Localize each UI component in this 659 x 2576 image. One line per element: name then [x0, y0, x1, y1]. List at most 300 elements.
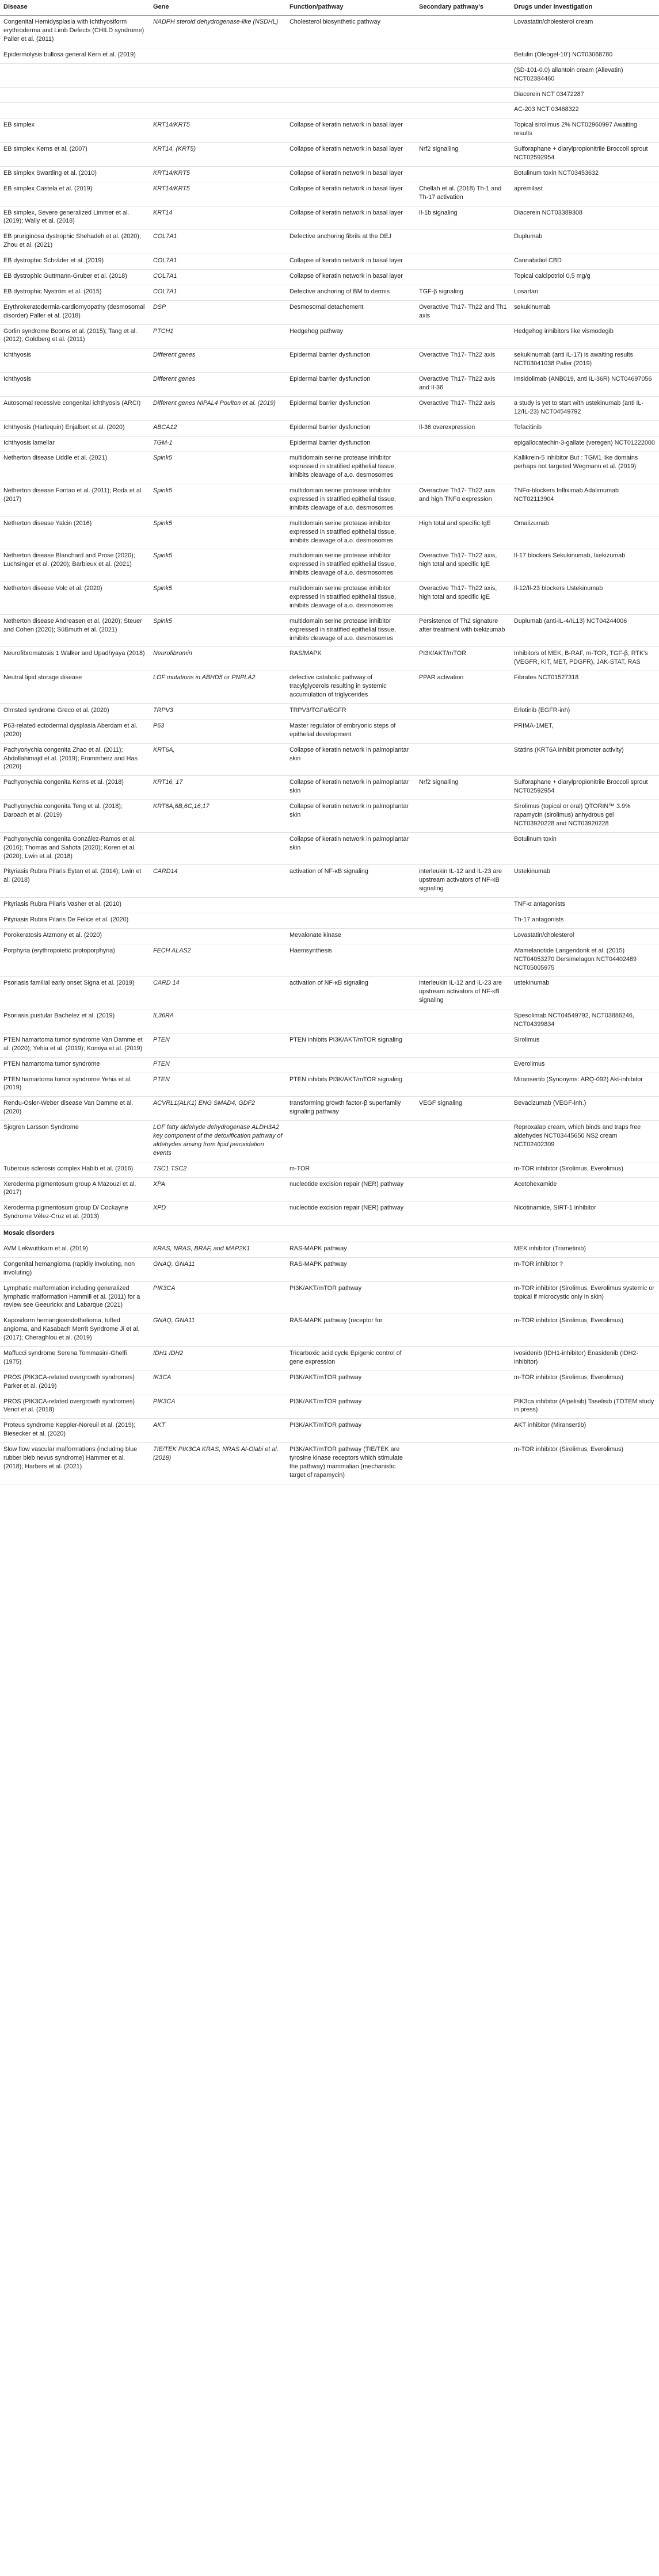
function-cell: nucleotide excision repair (NER) pathway — [286, 1201, 416, 1226]
function-cell: Collapse of keratin network in basal layer — [286, 206, 416, 230]
secondary-pathway-cell — [416, 1371, 511, 1395]
table-row — [0, 118, 659, 143]
disease-cell: Netherton disease Blanchard and Prose (2020); Luchsinger et al. (2020); Barbieux et al. (2021) — [0, 549, 150, 582]
function-cell: RAS-MAPK pathway — [286, 1242, 416, 1258]
table-row — [0, 87, 659, 103]
disease-cell: Ichthyosis — [0, 373, 150, 397]
secondary-pathway-cell: Overactive Th17- Th22 axis, high total and specific IgE — [416, 549, 511, 582]
drugs-cell: Il-17 blockers Sekukinumab, Ixekizumab — [511, 549, 659, 582]
gene-cell — [150, 832, 286, 865]
table-row — [0, 614, 659, 647]
column-header-function-pathway: Function/pathway — [286, 0, 416, 16]
function-cell: activation of NF-κB signaling — [286, 865, 416, 898]
gene-cell: KRT6A,6B,6C,16,17 — [150, 800, 286, 833]
disease-cell: Netherton disease Volc et al. (2020) — [0, 582, 150, 615]
table-row — [0, 944, 659, 977]
secondary-pathway-cell: Overactive Th17- Th22 axis — [416, 349, 511, 373]
secondary-pathway-cell: Overactive Th17- Th22 axis and Il-36 — [416, 373, 511, 397]
function-cell: Master regulator of embryonic steps of epithelial development — [286, 719, 416, 743]
disease-cell: Psoriasis familial early onset Signa et al. (2019) — [0, 977, 150, 1009]
function-cell: Haemsynthesis — [286, 944, 416, 977]
drugs-cell: Afamelanotide Langendonk et al. (2015) NCT04053270 Dersimelagon NCT04402489 NCT05005975 — [511, 944, 659, 977]
secondary-pathway-cell — [416, 451, 511, 484]
gene-cell — [150, 928, 286, 944]
table-row — [0, 898, 659, 913]
drugs-cell: Tofacitinib — [511, 420, 659, 436]
function-cell: PTEN inhibits PI3K/AKT/mTOR signaling — [286, 1033, 416, 1057]
table-row — [0, 1033, 659, 1057]
function-cell: Hedgehog pathway — [286, 324, 416, 349]
secondary-pathway-cell: Chellah et al. (2018) Th-1 and Th-17 activation — [416, 182, 511, 206]
secondary-pathway-cell — [416, 166, 511, 182]
drugs-cell: Fibrates NCT01527318 — [511, 671, 659, 704]
gene-cell: KRT14, (KRT5) — [150, 143, 286, 167]
table-row — [0, 928, 659, 944]
secondary-pathway-cell: Nrf2 signalling — [416, 776, 511, 800]
table-row — [0, 269, 659, 285]
gene-cell: XPD — [150, 1201, 286, 1226]
function-cell: activation of NF-κB signaling — [286, 977, 416, 1009]
function-cell: TRPV3/TGFα/EGFR — [286, 703, 416, 719]
secondary-pathway-cell — [416, 1257, 511, 1281]
disease-cell: Olmsted syndrome Greco et al. (2020) — [0, 703, 150, 719]
gene-cell: KRT14/KRT5 — [150, 118, 286, 143]
table-row — [0, 776, 659, 800]
secondary-pathway-cell: Overactive Th17- Th22 axis, high total and specific IgE — [416, 582, 511, 615]
secondary-pathway-cell — [416, 230, 511, 254]
function-cell: Collapse of keratin network in basal layer — [286, 118, 416, 143]
disease-cell: Epidermolysis bullosa general Kern et al. (2019) — [0, 48, 150, 63]
table-row — [0, 63, 659, 87]
disease-cell: Gorlin syndrome Booms et al. (2015); Tang et al. (2012); Goldberg et al. (2011) — [0, 324, 150, 349]
function-cell: defective catabolic pathway of tracylglycerols resulting in systemic accumulation of triglycerides — [286, 671, 416, 704]
gene-cell: KRT14/KRT5 — [150, 166, 286, 182]
secondary-pathway-cell — [416, 944, 511, 977]
table-row — [0, 1177, 659, 1201]
table-row — [0, 671, 659, 704]
column-header-disease: Disease — [0, 0, 150, 16]
function-cell: PI3K/AKT/mTOR pathway — [286, 1281, 416, 1314]
gene-cell: COL7A1 — [150, 285, 286, 300]
disease-cell: Autosomal recessive congenital ichthyosis (ARCI) — [0, 396, 150, 420]
gene-cell: ABCA12 — [150, 420, 286, 436]
gene-cell: Neurofibromin — [150, 647, 286, 671]
disease-cell: Ichthyosis lamellar — [0, 436, 150, 451]
secondary-pathway-cell — [416, 1177, 511, 1201]
disease-cell: Pityriasis Rubra Pilaris Eytan et al. (2014); Lwin et al. (2018) — [0, 865, 150, 898]
drugs-cell: Il-12/Il-23 blockers Ustekinumab — [511, 582, 659, 615]
gene-cell: PTEN — [150, 1033, 286, 1057]
drugs-cell: Kallikrein-5 inhibitor But : TGM1 like domains perhaps not targeted Wegmann et al. (2019) — [511, 451, 659, 484]
gene-cell: NADPH steroid dehydrogenase-like (NSDHL) — [150, 16, 286, 48]
function-cell: Defective anchoring fibrils at the DEJ — [286, 230, 416, 254]
table-row — [0, 166, 659, 182]
secondary-pathway-cell: Nrf2 signalling — [416, 143, 511, 167]
secondary-pathway-cell — [416, 1057, 511, 1073]
disease-cell: EB simplex Swartling et al. (2010) — [0, 166, 150, 182]
table-row — [0, 436, 659, 451]
disease-cell: Pachyonychia congenita Teng et al. (2018); Daroach et al. (2019) — [0, 800, 150, 833]
table-row — [0, 1443, 659, 1484]
disease-cell: PROS (PIK3CA-related overgrowth syndromes) Venot et al. (2018) — [0, 1395, 150, 1419]
drugs-cell: AC-203 NCT 03468322 — [511, 103, 659, 118]
drugs-cell: Topical sirolimus 2% NCT02960997 Awaiting results — [511, 118, 659, 143]
table-row — [0, 1314, 659, 1347]
drugs-cell: Statins (KRT6A inhibit promoter activity) — [511, 743, 659, 776]
table-row — [0, 743, 659, 776]
drugs-cell: m-TOR inhibitor (Sirolimus, Everolimus) — [511, 1443, 659, 1484]
disease-cell: Neurofibromatosis 1 Walker and Upadhyaya (2018) — [0, 647, 150, 671]
disease-cell: Maffucci syndrome Serena Tommasini-Ghelfi (1975) — [0, 1347, 150, 1371]
table-row — [0, 16, 659, 48]
secondary-pathway-cell — [416, 1419, 511, 1443]
function-cell: PTEN inhibits PI3K/AKT/mTOR signaling — [286, 1073, 416, 1097]
secondary-pathway-cell — [416, 1443, 511, 1484]
table-row — [0, 143, 659, 167]
disease-cell: Porphyria (erythropoietic protoporphyria) — [0, 944, 150, 977]
function-cell: multidomain serine protease inhibitor expressed in stratified epithelial tissue, inhibits cleavage of a.o. desmosomes — [286, 484, 416, 517]
secondary-pathway-cell — [416, 118, 511, 143]
table-row — [0, 1281, 659, 1314]
header-row — [0, 0, 659, 16]
disease-cell: Psoriasis pustular Bachelez et al. (2019) — [0, 1009, 150, 1034]
drugs-cell: Botulinum toxin — [511, 832, 659, 865]
secondary-pathway-cell — [416, 928, 511, 944]
drugs-cell: Bevacizumab (VEGF-inh.) — [511, 1097, 659, 1121]
function-cell: multidomain serine protease inhibitor expressed in stratified epithelial tissue, inhibits cleavage of a.o. desmosomes — [286, 451, 416, 484]
drugs-cell: m-TOR inhibitor (Sirolimus, Everolimus systemic or topical if microcystic only in skin) — [511, 1281, 659, 1314]
disease-cell: PTEN hamartoma tumor syndrome Van Damme et al. (2020); Yehia et al. (2019); Komiya et al. (2019) — [0, 1033, 150, 1057]
secondary-pathway-cell — [416, 254, 511, 270]
table-row — [0, 1201, 659, 1226]
table-row — [0, 230, 659, 254]
drugs-cell: Botulinum toxin NCT03453632 — [511, 166, 659, 182]
gene-cell: PIK3CA — [150, 1395, 286, 1419]
drugs-cell: apremilast — [511, 182, 659, 206]
function-cell — [286, 103, 416, 118]
table-row — [0, 800, 659, 833]
function-cell: Epidermal barrier dysfunction — [286, 436, 416, 451]
disease-cell: EB dystrophic Nyström et al. (2015) — [0, 285, 150, 300]
table-row — [0, 396, 659, 420]
drugs-cell: MEK inhibitor (Trametinib) — [511, 1242, 659, 1258]
gene-cell: KRT14/KRT5 — [150, 182, 286, 206]
drugs-cell: Cannabidiol CBD — [511, 254, 659, 270]
table-row — [0, 977, 659, 1009]
drugs-cell: Lovastatin/cholesterol — [511, 928, 659, 944]
gene-cell: AKT — [150, 1419, 286, 1443]
table-row — [0, 254, 659, 270]
secondary-pathway-cell — [416, 1347, 511, 1371]
secondary-pathway-cell — [416, 1033, 511, 1057]
function-cell: nucleotide excision repair (NER) pathway — [286, 1177, 416, 1201]
function-cell — [286, 63, 416, 87]
function-cell: Defective anchoring of BM to dermis — [286, 285, 416, 300]
disease-cell: Slow flow vascular malformations (including blue rubber bleb nevus syndrome) Hammer et al. (2018); Harbers et al. (2021) — [0, 1443, 150, 1484]
secondary-pathway-cell — [416, 1073, 511, 1097]
secondary-pathway-cell — [416, 1121, 511, 1162]
gene-cell: Spink5 — [150, 549, 286, 582]
gene-cell: CARD14 — [150, 865, 286, 898]
drugs-cell: m-TOR inhibitor (Sirolimus, Everolimus) — [511, 1314, 659, 1347]
drugs-cell: Spesolimab NCT04549792, NCT03886246, NCT04399834 — [511, 1009, 659, 1034]
drugs-cell: Losartan — [511, 285, 659, 300]
secondary-pathway-cell: Il-36 overexpression — [416, 420, 511, 436]
table-header — [0, 0, 659, 16]
drugs-cell: ustekinumab — [511, 977, 659, 1009]
drugs-cell: Duplumab (anti-IL-4/IL13) NCT04244006 — [511, 614, 659, 647]
function-cell: RAS-MAPK pathway (receptor for — [286, 1314, 416, 1347]
drugs-cell: Th-17 antagonists — [511, 913, 659, 928]
function-cell: PI3K/AKT/mTOR pathway — [286, 1371, 416, 1395]
secondary-pathway-cell: TGF-β signaling — [416, 285, 511, 300]
disease-cell: Lymphatic malformation including generalized lymphatic malformation Hammill et al. (2011) for a review see Geeurickx and Labarque (2021) — [0, 1281, 150, 1314]
drugs-cell: sekukinumab (anti IL-17) is awaiting results NCT03041038 Paller (2019) — [511, 349, 659, 373]
table-row — [0, 913, 659, 928]
section-row — [0, 1226, 659, 1242]
gene-cell: PIK3CA — [150, 1281, 286, 1314]
drugs-cell: (SD-101-0.0) allantoin cream (Allevatin) NCT02384460 — [511, 63, 659, 87]
function-cell — [286, 1057, 416, 1073]
function-cell: Collapse of keratin network in basal layer — [286, 166, 416, 182]
gene-cell: Different genes — [150, 373, 286, 397]
secondary-pathway-cell — [416, 898, 511, 913]
drugs-cell: imsidolimab (ANB019, anti IL-36R) NCT04697056 — [511, 373, 659, 397]
table-row — [0, 1419, 659, 1443]
gene-cell: COL7A1 — [150, 254, 286, 270]
function-cell: RAS-MAPK pathway — [286, 1257, 416, 1281]
drugs-cell: Ustekinumab — [511, 865, 659, 898]
disease-cell: Sjogren Larsson Syndrome — [0, 1121, 150, 1162]
function-cell: Epidermal barrier dysfunction — [286, 349, 416, 373]
function-cell: Desmosomal detachement — [286, 300, 416, 324]
gene-cell: CARD 14 — [150, 977, 286, 1009]
disease-cell: Pachyonychia congenita Zhao et al. (2011); Abdollahimajd et al. (2019); Frommherz and Has (2020) — [0, 743, 150, 776]
gene-cell: IL36RA — [150, 1009, 286, 1034]
secondary-pathway-cell — [416, 1314, 511, 1347]
table-row — [0, 549, 659, 582]
secondary-pathway-cell — [416, 1281, 511, 1314]
function-cell — [286, 898, 416, 913]
disease-cell — [0, 87, 150, 103]
column-header-gene: Gene — [150, 0, 286, 16]
secondary-pathway-cell — [416, 63, 511, 87]
disease-cell: Congenital Hemidysplasia with Ichthyosiform erythroderma and Limb Defects (CHILD syndrome) Paller et al. (2011) — [0, 16, 150, 48]
function-cell — [286, 1121, 416, 1162]
table-row — [0, 324, 659, 349]
table-row — [0, 1257, 659, 1281]
gene-cell: LOF mutations in ABHD5 or PNPLA2 — [150, 671, 286, 704]
function-cell: multidomain serine protease inhibitor expressed in stratified epithelial tissue, inhibits cleavage of a.o. desmosomes — [286, 516, 416, 549]
disease-cell: Erythrokeratodermia-cardiomyopathy (desmosomal disorder) Paller et al. (2018) — [0, 300, 150, 324]
function-cell: Epidermal barrier dysfunction — [286, 396, 416, 420]
table-row — [0, 48, 659, 63]
function-cell: RAS/MAPK — [286, 647, 416, 671]
gene-cell: Different genes NIPAL4 Poulton et al. (2019) — [150, 396, 286, 420]
secondary-pathway-cell — [416, 703, 511, 719]
gene-cell: Spink5 — [150, 451, 286, 484]
disease-cell: AVM Lekwuttikarn et al. (2019) — [0, 1242, 150, 1258]
drugs-cell: Sirolimus (topical or oral) QTORIN™ 3.9% rapamycin (sirolimus) anhydrous gel NCT03920228 and NCT03920228 — [511, 800, 659, 833]
function-cell — [286, 87, 416, 103]
gene-cell: IDH1 IDH2 — [150, 1347, 286, 1371]
secondary-pathway-cell — [416, 1162, 511, 1177]
secondary-pathway-cell — [416, 103, 511, 118]
gene-cell: GNAQ, GNA11 — [150, 1257, 286, 1281]
table-row — [0, 1371, 659, 1395]
function-cell: Collapse of keratin network in palmoplantar skin — [286, 776, 416, 800]
secondary-pathway-cell: Persistence of Th2 signature after treatment with ixekizumab — [416, 614, 511, 647]
drugs-cell: sekukinumab — [511, 300, 659, 324]
drugs-cell: Sulforaphane + diarylpropionitrile Broccoli sprout NCT02592954 — [511, 143, 659, 167]
gene-cell — [150, 87, 286, 103]
gene-cell: PTCH1 — [150, 324, 286, 349]
secondary-pathway-cell — [416, 1395, 511, 1419]
gene-cell: Spink5 — [150, 516, 286, 549]
table-row — [0, 832, 659, 865]
drugs-cell: Duplumab — [511, 230, 659, 254]
secondary-pathway-cell: Overactive Th17- Th22 and Th1 axis — [416, 300, 511, 324]
drugs-cell: Sirolimus — [511, 1033, 659, 1057]
table-row — [0, 1009, 659, 1034]
function-cell: Collapse of keratin network in basal layer — [286, 182, 416, 206]
disease-cell: Xeroderma pigmentosum group A Mazouzi et al. (2017) — [0, 1177, 150, 1201]
drugs-cell: Sulforaphane + diarylpropionitrile Broccoli sprout NCT02592954 — [511, 776, 659, 800]
disease-cell: Pityriasis Rubra Pilaris De Felice et al. (2020) — [0, 913, 150, 928]
gene-cell — [150, 103, 286, 118]
function-cell: Collapse of keratin network in palmoplantar skin — [286, 743, 416, 776]
secondary-pathway-cell — [416, 913, 511, 928]
table-row — [0, 373, 659, 397]
function-cell: multidomain serine protease inhibitor expressed in stratified epithelial tissue, inhibits cleavage of a.o. desmosomes — [286, 582, 416, 615]
drugs-cell: Omalizumab — [511, 516, 659, 549]
gene-cell: FECH ALAS2 — [150, 944, 286, 977]
function-cell: Collapse of keratin network in basal layer — [286, 269, 416, 285]
drugs-cell: Ivosidenib (IDH1-inhibitor) Enasidenib (IDH2-inhibitor) — [511, 1347, 659, 1371]
drugs-cell: Miransertib (Synonyms: ARQ-092) Akt-inhibitor — [511, 1073, 659, 1097]
secondary-pathway-cell — [416, 1009, 511, 1034]
drugs-cell: TNF-α antagonists — [511, 898, 659, 913]
disease-cell: Pachyonychia congenita Kerns et al. (2018) — [0, 776, 150, 800]
function-cell: PI3K/AKT/mTOR pathway (TIE/TEK are tyrosine kinase receptors which stimulate the pathway) mammalian (mechanistic target of rapamycin) — [286, 1443, 416, 1484]
secondary-pathway-cell: Overactive Th17- Th22 axis — [416, 396, 511, 420]
function-cell — [286, 1009, 416, 1034]
function-cell: transforming growth factor-β superfamily signaling pathway — [286, 1097, 416, 1121]
gene-cell: TIE/TEK PIK3CA KRAS, NRAS Al-Olabi et al. (2018) — [150, 1443, 286, 1484]
disease-cell: PROS (PIK3CA-related overgrowth syndromes) Parker et al. (2019) — [0, 1371, 150, 1395]
secondary-pathway-cell: interleukin IL-12 and IL-23 are upstream activators of NF-κB signaling — [416, 865, 511, 898]
gene-cell: TSC1 TSC2 — [150, 1162, 286, 1177]
disease-cell — [0, 103, 150, 118]
disease-cell: Neutral lipid storage disease — [0, 671, 150, 704]
secondary-pathway-cell — [416, 324, 511, 349]
function-cell: PI3K/AKT/mTOR pathway — [286, 1395, 416, 1419]
table-row — [0, 1242, 659, 1258]
disease-cell: Pityriasis Rubra Pilaris Vasher et al. (2010) — [0, 898, 150, 913]
gene-cell: KRT14 — [150, 206, 286, 230]
secondary-pathway-cell — [416, 16, 511, 48]
drugs-cell: m-TOR inhibitor (Sirolimus, Everolimus) — [511, 1162, 659, 1177]
function-cell: Collapse of keratin network in basal layer — [286, 254, 416, 270]
table-row — [0, 1121, 659, 1162]
drugs-cell: Topical calcipotriol 0,5 mg/g — [511, 269, 659, 285]
gene-cell: PTEN — [150, 1057, 286, 1073]
gene-cell: TRPV3 — [150, 703, 286, 719]
secondary-pathway-cell — [416, 832, 511, 865]
drugs-cell: Erlotinib (EGFR-inh) — [511, 703, 659, 719]
gene-cell — [150, 913, 286, 928]
function-cell: Collapse of keratin network in palmoplantar skin — [286, 800, 416, 833]
table-row — [0, 1347, 659, 1371]
table-row — [0, 420, 659, 436]
table-row — [0, 865, 659, 898]
gene-cell: XPA — [150, 1177, 286, 1201]
table-body — [0, 16, 659, 1484]
gene-cell: IK3CA — [150, 1371, 286, 1395]
table-row — [0, 349, 659, 373]
table-row — [0, 719, 659, 743]
column-header-secondary-pathways: Secondary pathway's — [416, 0, 511, 16]
section-heading: Mosaic disorders — [0, 1226, 659, 1242]
table-row — [0, 206, 659, 230]
disease-cell: Pachyonychia congenita González-Ramos et al. (2016); Thomas and Sahota (2020); Koren et al. (2020); Lwin et al. (2018) — [0, 832, 150, 865]
table-row — [0, 484, 659, 517]
secondary-pathway-cell — [416, 719, 511, 743]
disease-cell: Ichthyosis — [0, 349, 150, 373]
drugs-cell: PRIMA-1MET, — [511, 719, 659, 743]
disease-cell: EB simplex Kerns et al. (2007) — [0, 143, 150, 167]
disease-cell: Netherton disease Yalcin (2016) — [0, 516, 150, 549]
table-row — [0, 1097, 659, 1121]
secondary-pathway-cell — [416, 87, 511, 103]
drugs-cell: m-TOR inhibitor (Sirolimus, Everolimus) — [511, 1371, 659, 1395]
drugs-cell: a study is yet to start with ustekinumab (anti IL-12/IL-23) NCT04549792 — [511, 396, 659, 420]
table-row — [0, 582, 659, 615]
function-cell: m-TOR — [286, 1162, 416, 1177]
secondary-pathway-cell: PPAR activation — [416, 671, 511, 704]
drugs-cell: Everolimus — [511, 1057, 659, 1073]
disease-cell: EB simplex — [0, 118, 150, 143]
drugs-cell: Betulin (Oleogel-10') NCT03068780 — [511, 48, 659, 63]
function-cell — [286, 913, 416, 928]
disease-cell: Proteus syndrome Keppler-Noreuil et al. (2019); Biesecker et al. (2020) — [0, 1419, 150, 1443]
gene-cell — [150, 898, 286, 913]
drugs-cell: m-TOR inhibitor ? — [511, 1257, 659, 1281]
disease-cell: EB simplex Castela et al. (2019) — [0, 182, 150, 206]
gene-cell: ACVRL1(ALK1) ENG SMAD4, GDF2 — [150, 1097, 286, 1121]
secondary-pathway-cell: High total and specific IgE — [416, 516, 511, 549]
drugs-cell: Lovastatin/cholesterol cream — [511, 16, 659, 48]
gene-cell: Spink5 — [150, 614, 286, 647]
function-cell: Epidermal barrier dysfunction — [286, 420, 416, 436]
disease-cell: Porokeratosis Atzmony et al. (2020) — [0, 928, 150, 944]
gene-cell: LOF fatty aldehyde dehydrogenase ALDH3A2 key component of the detoxification pathway of aldehydes arising from lipid peroxidation events — [150, 1121, 286, 1162]
drugs-cell: TNFα-blockers Infliximab Adalimumab NCT02113904 — [511, 484, 659, 517]
drugs-cell: epigallocatechin-3-gallate (veregen) NCT01222000 — [511, 436, 659, 451]
secondary-pathway-cell: Il-1b signaling — [416, 206, 511, 230]
secondary-pathway-cell — [416, 1201, 511, 1226]
gene-cell: Spink5 — [150, 484, 286, 517]
disease-cell: Kaposiform hemangioendothelioma, tufted angioma, and Kasabach Merrit Syndrome Ji et al. (2017); Cheraghlou et al. (2019) — [0, 1314, 150, 1347]
function-cell: PI3K/AKT/mTOR pathway — [286, 1419, 416, 1443]
disease-cell: EB dystrophic Guttmann-Gruber et al. (2018) — [0, 269, 150, 285]
gene-cell: GNAQ, GNA11 — [150, 1314, 286, 1347]
drugs-cell: Hedgehog inhibitors like vismodegib — [511, 324, 659, 349]
function-cell: Collapse of keratin network in basal layer — [286, 143, 416, 167]
function-cell: Cholesterol biosynthetic pathway — [286, 16, 416, 48]
drugs-cell: Acetohexamide — [511, 1177, 659, 1201]
disease-cell: Tuberous sclerosis complex Habib et al. (2016) — [0, 1162, 150, 1177]
